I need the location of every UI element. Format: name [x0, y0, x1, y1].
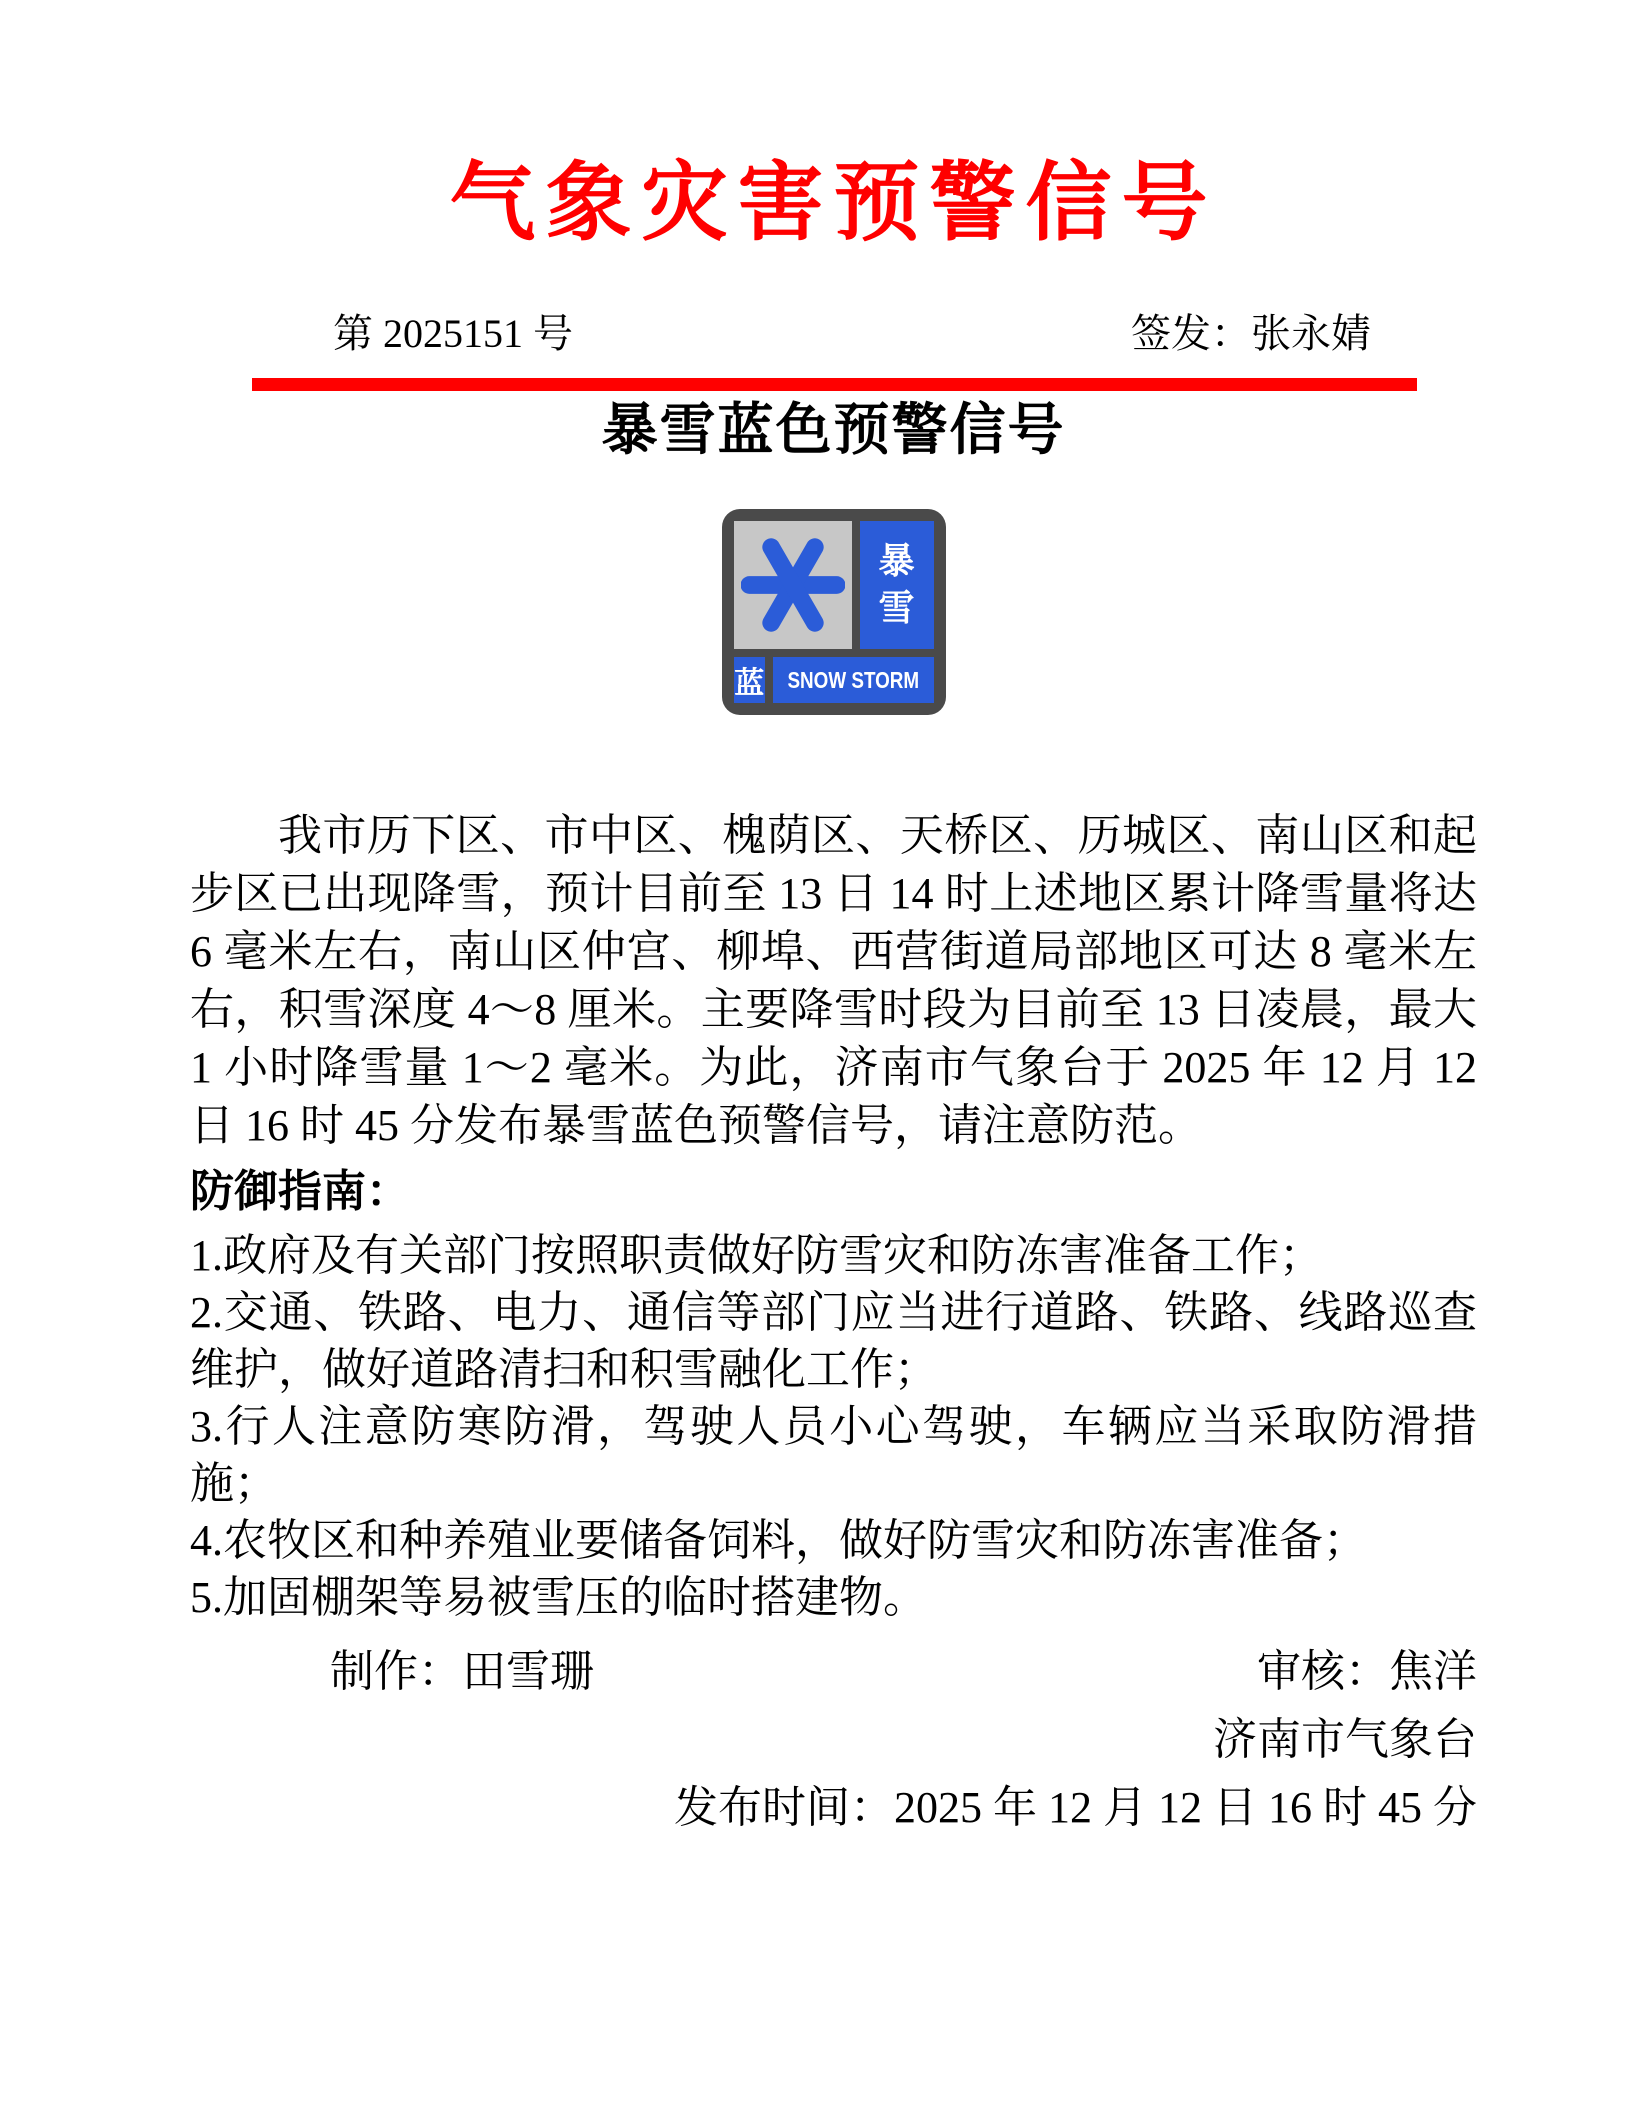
- guide-heading: 防御指南：: [190, 1167, 410, 1216]
- snowflake-cell: [734, 521, 852, 649]
- hazard-name-en-cell: [773, 657, 934, 703]
- red-divider: [252, 378, 1417, 391]
- warning-level-cell: 蓝: [734, 657, 765, 703]
- guide-item-1: 1.政府及有关部门按照职责做好防雪灾和防冻害准备工作；: [190, 1231, 1323, 1280]
- warning-subtitle: 暴雪蓝色预警信号: [601, 400, 1066, 462]
- hazard-name-cell: [860, 521, 934, 649]
- guide-item-list: [190, 1227, 1477, 1626]
- document-meta-row: [190, 310, 1477, 358]
- document-content: [0, 150, 1632, 1842]
- hazard-char-top: 暴: [878, 540, 915, 582]
- document-footer: [190, 1638, 1477, 1842]
- guide-item-3: 3.行人注意防寒防滑，驾驶人员小心驾驶，车辆应当采取防滑措施；: [190, 1402, 1477, 1508]
- maker-name: 制作：田雪珊: [330, 1647, 594, 1696]
- guide-item-4: 4.农牧区和种养殖业要储备饲料，做好防雪灾和防冻害准备；: [190, 1516, 1367, 1565]
- snowstorm-warning-badge: [722, 509, 946, 715]
- footer-credits-row: [190, 1638, 1477, 1706]
- page-title: 气象灾害预警信号: [449, 155, 1218, 251]
- hazard-name-en-label: SNOW STORM: [787, 666, 920, 693]
- hazard-char-bottom: 雪: [878, 587, 915, 628]
- warning-body-paragraph: 我市历下区、市中区、槐荫区、天桥区、历城区、南山区和起步区已出现降雪，预计目前至 13 日 14 时上述地区累计降雪量将达 6 毫米左右，南山区仲宫、柳埠、西营街道局部地区可达 8 毫米左右，积雪深度 4～8 厘米。主要降雪时段为目前至 13 日凌晨，最大 1 小时降雪量 1～2 毫米。为此，济南市气象台于 2025 年 12 月 12 日 16 时 45 分发布暴雪蓝色预警信号，请注意防范。: [190, 811, 1477, 1150]
- guide-item-2: 2.交通、铁路、电力、通信等部门应当进行道路、铁路、线路巡查维护，做好道路清扫和积雪融化工作；: [190, 1288, 1477, 1394]
- badge-bottom-row: [734, 657, 934, 703]
- badge-top-row: [734, 521, 934, 649]
- reviewer-name: 审核：焦洋: [1257, 1647, 1477, 1696]
- guide-item-5: 5.加固棚架等易被雪压的临时搭建物。: [190, 1573, 927, 1622]
- snowflake-asterisk-icon: [741, 533, 845, 637]
- issuing-agency: 济南市气象台: [1213, 1715, 1477, 1764]
- publish-time: 发布时间：2025 年 12 月 12 日 16 时 45 分: [674, 1783, 1477, 1832]
- doc-number: 第 2025151 号: [333, 311, 573, 356]
- signer-name: 签发：张永婧: [1131, 311, 1371, 356]
